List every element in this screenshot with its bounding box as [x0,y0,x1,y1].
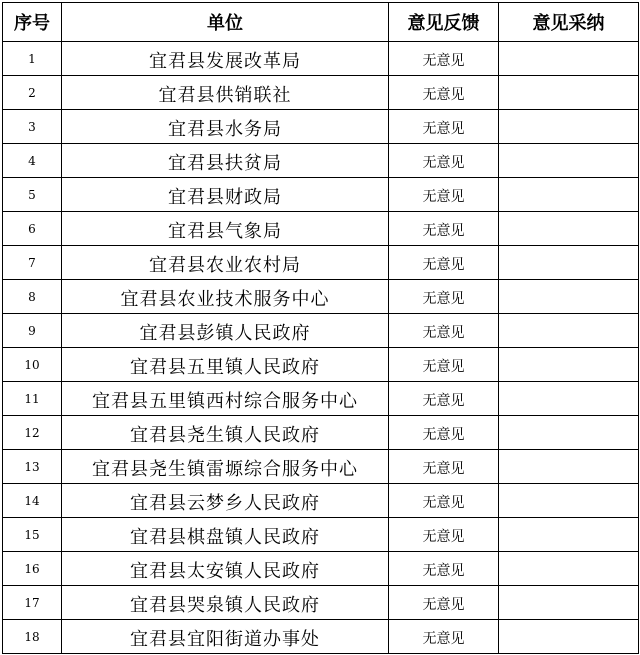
row-serial-number: 1 [3,42,62,76]
row-serial-number: 18 [3,620,62,654]
row-unit-name: 宜君县农业技术服务中心 [62,280,389,314]
row-unit-name: 宜君县发展改革局 [62,42,389,76]
row-unit-name: 宜君县彭镇人民政府 [62,314,389,348]
row-adoption [499,484,639,518]
row-serial-number: 16 [3,552,62,586]
row-serial-number: 11 [3,382,62,416]
row-serial-number: 14 [3,484,62,518]
row-unit-name: 宜君县农业农村局 [62,246,389,280]
row-feedback: 无意见 [389,144,499,178]
table-row [3,348,639,382]
row-feedback: 无意见 [389,484,499,518]
table-row [3,76,639,110]
table-row [3,42,639,76]
row-unit-name: 宜君县财政局 [62,178,389,212]
table-row [3,620,639,654]
row-feedback: 无意见 [389,280,499,314]
feedback-table [2,2,639,654]
row-feedback: 无意见 [389,416,499,450]
table-row [3,518,639,552]
row-adoption [499,144,639,178]
row-unit-name: 宜君县哭泉镇人民政府 [62,586,389,620]
header-serial-number: 序号 [3,3,62,42]
row-serial-number: 3 [3,110,62,144]
table-row [3,144,639,178]
row-adoption [499,586,639,620]
row-serial-number: 10 [3,348,62,382]
row-serial-number: 17 [3,586,62,620]
row-feedback: 无意见 [389,552,499,586]
table-body [3,42,639,654]
row-adoption [499,348,639,382]
row-adoption [499,178,639,212]
row-feedback: 无意见 [389,518,499,552]
row-unit-name: 宜君县云梦乡人民政府 [62,484,389,518]
row-serial-number: 12 [3,416,62,450]
row-feedback: 无意见 [389,212,499,246]
header-adoption: 意见采纳 [499,3,639,42]
table-row [3,382,639,416]
row-unit-name: 宜君县五里镇西村综合服务中心 [62,382,389,416]
table-row [3,110,639,144]
table-row [3,450,639,484]
row-adoption [499,382,639,416]
row-unit-name: 宜君县棋盘镇人民政府 [62,518,389,552]
row-unit-name: 宜君县供销联社 [62,76,389,110]
row-adoption [499,280,639,314]
row-adoption [499,212,639,246]
row-adoption [499,314,639,348]
header-unit: 单位 [62,3,389,42]
row-serial-number: 6 [3,212,62,246]
table-row [3,416,639,450]
table-row [3,178,639,212]
row-serial-number: 15 [3,518,62,552]
row-adoption [499,246,639,280]
table-row [3,314,639,348]
row-adoption [499,42,639,76]
row-unit-name: 宜君县扶贫局 [62,144,389,178]
row-serial-number: 5 [3,178,62,212]
row-feedback: 无意见 [389,382,499,416]
row-unit-name: 宜君县太安镇人民政府 [62,552,389,586]
row-adoption [499,552,639,586]
row-feedback: 无意见 [389,620,499,654]
row-serial-number: 8 [3,280,62,314]
row-unit-name: 宜君县宜阳街道办事处 [62,620,389,654]
row-adoption [499,450,639,484]
row-unit-name: 宜君县五里镇人民政府 [62,348,389,382]
row-unit-name: 宜君县尧生镇人民政府 [62,416,389,450]
header-row [3,3,639,42]
row-unit-name: 宜君县尧生镇雷塬综合服务中心 [62,450,389,484]
row-feedback: 无意见 [389,42,499,76]
row-feedback: 无意见 [389,178,499,212]
row-serial-number: 13 [3,450,62,484]
row-feedback: 无意见 [389,246,499,280]
row-feedback: 无意见 [389,348,499,382]
table-row [3,586,639,620]
row-serial-number: 2 [3,76,62,110]
row-feedback: 无意见 [389,110,499,144]
row-feedback: 无意见 [389,76,499,110]
table-row [3,484,639,518]
table-row [3,552,639,586]
row-unit-name: 宜君县气象局 [62,212,389,246]
row-serial-number: 9 [3,314,62,348]
table-row [3,246,639,280]
row-adoption [499,518,639,552]
table-row [3,212,639,246]
row-adoption [499,416,639,450]
row-feedback: 无意见 [389,450,499,484]
row-adoption [499,110,639,144]
row-feedback: 无意见 [389,314,499,348]
row-feedback: 无意见 [389,586,499,620]
table-row [3,280,639,314]
row-adoption [499,620,639,654]
row-adoption [499,76,639,110]
header-feedback: 意见反馈 [389,3,499,42]
row-serial-number: 4 [3,144,62,178]
row-serial-number: 7 [3,246,62,280]
row-unit-name: 宜君县水务局 [62,110,389,144]
